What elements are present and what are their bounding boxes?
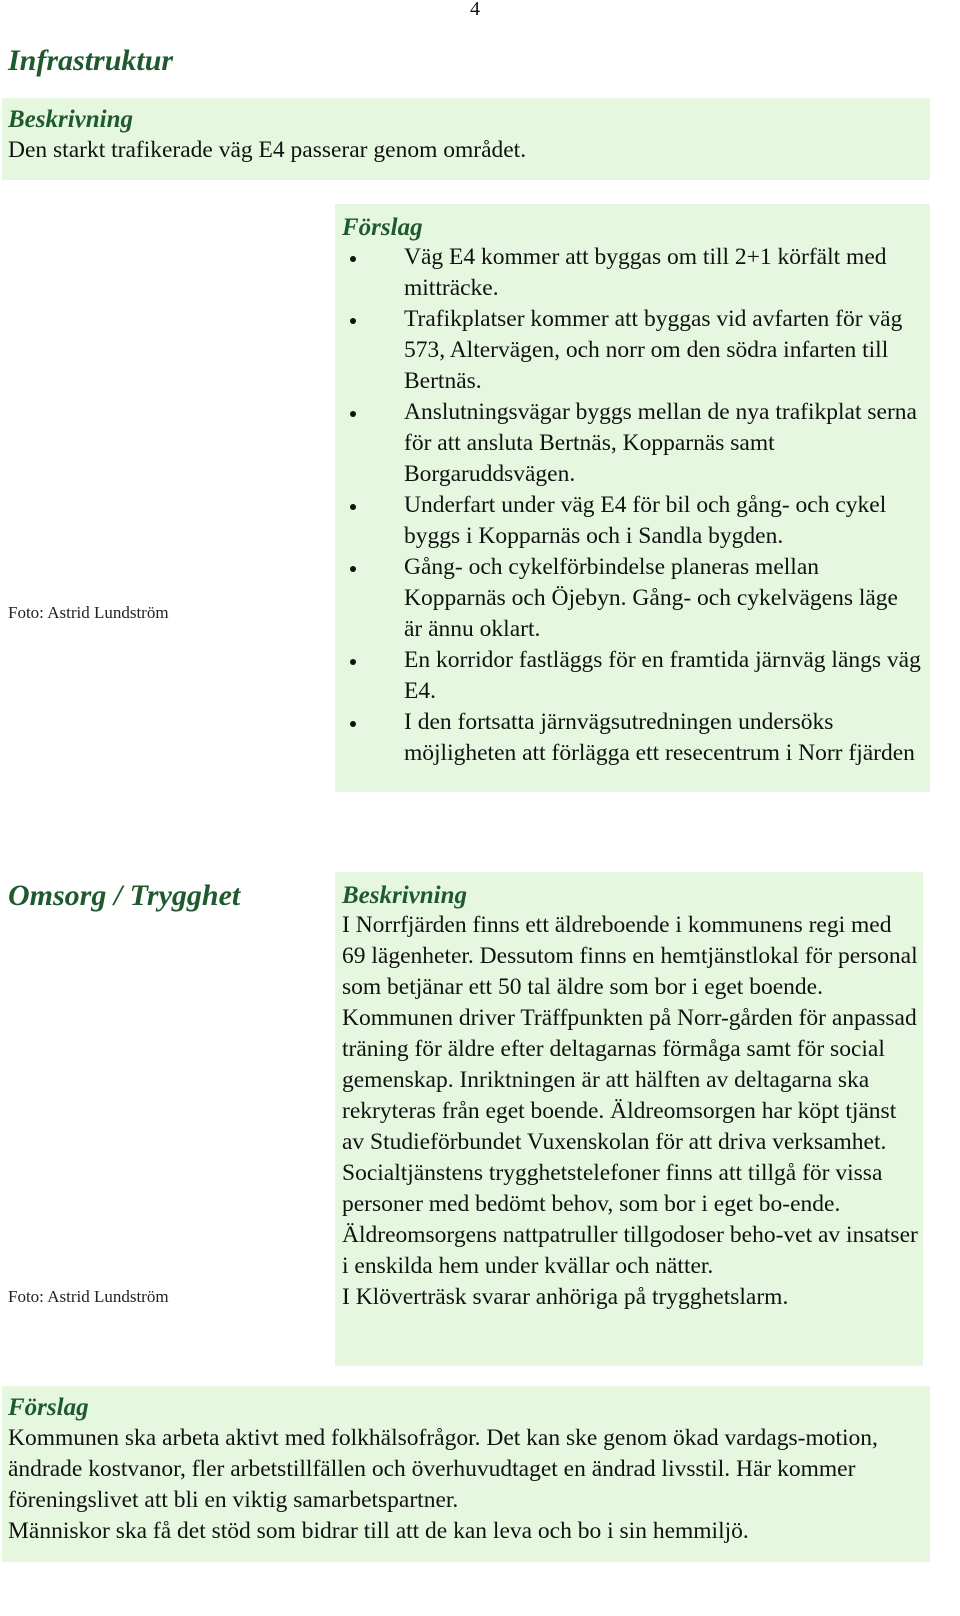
paragraph: I Norrfjärden finns ett äldreboende i kommunens regi med 69 lägenheter. Dessutom finns en hemtjänstlokal för personal som betjänar ett 50 tal äldre som bor i eget boende. Kommunen driver Träffpunkten på Norr-gården för anpassad träning för äldre efter deltagarnas förmåga samt för social gemenskap. Inriktningen är att hälften av deltagarna ska rekryteras från eget boende. Äldreomsorgen har köpt tjänst av Studieförbundet Vuxenskolan för att driva verksamhet. <box>342 912 918 1155</box>
beskrivning-heading: Beskrivning <box>342 882 468 909</box>
list-item: Väg E4 kommer att byggas om till 2+1 körfält med mitträcke. <box>342 242 922 304</box>
list-item: I den fortsatta järnvägsutredningen undersöks möjligheten att förlägga ett resecentrum i Norr fjärden <box>342 707 922 769</box>
forslag-list <box>342 242 922 769</box>
photo-caption: Foto: Astrid Lundström <box>8 1287 169 1306</box>
omsorg-forslag-box <box>2 1386 930 1562</box>
paragraph: I Klöverträsk svarar anhöriga på trygghetslarm. <box>342 1284 789 1310</box>
paragraph: Människor ska få det stöd som bidrar till att de kan leva och bo i sin hemmiljö. <box>8 1518 749 1544</box>
forslag-body <box>8 1423 924 1547</box>
list-item: Gång- och cykelförbindelse planeras mellan Kopparnäs och Öjebyn. Gång- och cykelvägens läge är ännu oklart. <box>342 552 922 645</box>
paragraph: Kommunen ska arbeta aktivt med folkhälsofrågor. Det kan ske genom ökad vardags-motion, ändrade kostvanor, fler arbetstillfällen och överhuvudtaget en ändrad livsstil. Här kommer föreningslivet att bli en viktig samarbetspartner. <box>8 1425 878 1513</box>
forslag-heading: Förslag <box>8 1394 89 1421</box>
beskrivning-heading: Beskrivning <box>8 106 134 133</box>
list-item: Underfart under väg E4 för bil och gång- och cykel byggs i Kopparnäs och i Sandla bygden. <box>342 490 922 552</box>
infrastruktur-beskrivning-box <box>2 98 930 180</box>
list-item: Trafikplatser kommer att byggas vid avfarten för väg 573, Altervägen, och norr om den södra infarten till Bertnäs. <box>342 304 922 397</box>
beskrivning-text: Den starkt trafikerade väg E4 passerar genom området. <box>8 137 527 163</box>
list-item: Anslutningsvägar byggs mellan de nya trafikplat serna för att ansluta Bertnäs, Kopparnäs samt Borgaruddsvägen. <box>342 397 922 490</box>
page-number: 4 <box>470 0 480 20</box>
omsorg-beskrivning-box <box>335 872 923 1366</box>
forslag-heading: Förslag <box>342 214 423 241</box>
beskrivning-body <box>342 910 918 1313</box>
photo-caption: Foto: Astrid Lundström <box>8 603 169 622</box>
section-title-infrastruktur: Infrastruktur <box>8 44 174 77</box>
list-item: En korridor fastläggs för en framtida järnväg längs väg E4. <box>342 645 922 707</box>
infrastruktur-forslag-box <box>335 204 930 792</box>
paragraph: Socialtjänstens trygghetstelefoner finns att tillgå för vissa personer med bedömt behov, som bor i eget bo-ende. Äldreomsorgens nattpatruller tillgodoser beho-vet av insatser i enskilda hem under kvällar och nätter. <box>342 1160 918 1279</box>
section-title-omsorg: Omsorg / Trygghet <box>8 879 241 912</box>
